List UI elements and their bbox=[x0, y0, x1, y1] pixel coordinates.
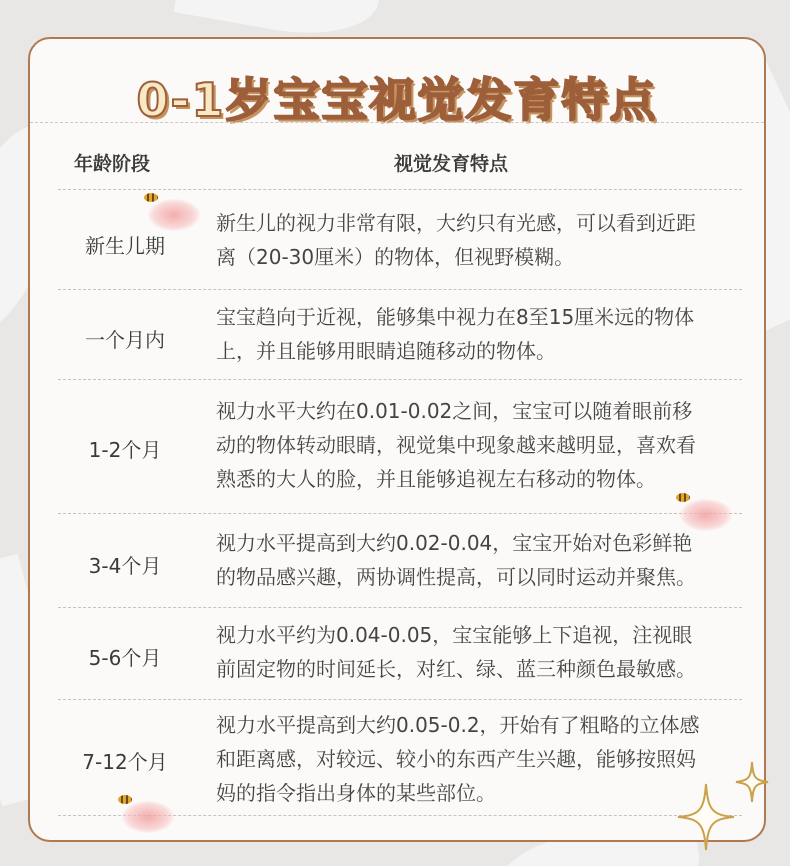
description-line: 前固定物的时间延长，对红、绿、蓝三种颜色最敏感。 bbox=[216, 657, 696, 681]
table-row bbox=[58, 607, 742, 699]
row-age: 新生儿期 bbox=[85, 234, 165, 258]
row-description bbox=[216, 708, 756, 810]
row-description bbox=[216, 206, 756, 274]
row-age: 5-6个月 bbox=[88, 646, 162, 670]
row-description bbox=[216, 394, 756, 496]
description-line: 和距离感，对较远、较小的东西产生兴趣，能够按照妈 bbox=[216, 747, 696, 771]
divider bbox=[30, 122, 764, 123]
info-card bbox=[28, 37, 766, 842]
description-line: 妈的指令指出身体的某些部位。 bbox=[216, 781, 496, 805]
row-age: 1-2个月 bbox=[88, 438, 162, 462]
description-line: 视力水平约为0.04-0.05，宝宝能够上下追视，注视眼 bbox=[216, 623, 693, 647]
sparkle-icon bbox=[676, 782, 736, 852]
description-line: 新生儿的视力非常有限，大约只有光感，可以看到近距 bbox=[216, 211, 696, 235]
table-row bbox=[58, 289, 742, 379]
sparkle-icon bbox=[734, 760, 770, 804]
description-line: 视力水平提高到大约0.05-0.2，开始有了粗略的立体感 bbox=[216, 713, 700, 737]
header-age: 年龄阶段 bbox=[74, 153, 151, 175]
row-description bbox=[216, 526, 756, 594]
bee-icon bbox=[144, 193, 158, 202]
description-line: 熟悉的大人的脸，并且能够追视左右移动的物体。 bbox=[216, 467, 656, 491]
description-line: 视力水平大约在0.01-0.02之间，宝宝可以随着眼前移 bbox=[216, 399, 693, 423]
description-line: 的物品感兴趣，两协调性提高，可以同时运动并聚焦。 bbox=[216, 565, 696, 589]
page-title: 0-1岁宝宝视觉发育特点 bbox=[136, 73, 658, 127]
description-line: 离（20-30厘米）的物体，但视野模糊。 bbox=[216, 245, 575, 269]
row-age: 3-4个月 bbox=[88, 554, 162, 578]
description-line: 上，并且能够用眼睛追随移动的物体。 bbox=[216, 339, 556, 363]
bee-stamp-icon bbox=[122, 801, 174, 833]
bee-stamp-icon bbox=[680, 499, 732, 531]
description-line: 宝宝趋向于近视，能够集中视力在8至15厘米远的物体 bbox=[216, 305, 695, 329]
table-row bbox=[58, 699, 742, 815]
header-features: 视觉发育特点 bbox=[394, 153, 509, 175]
table-header bbox=[30, 135, 764, 189]
table-row bbox=[58, 379, 742, 513]
title-banner bbox=[30, 65, 764, 135]
description-line: 视力水平提高到大约0.02-0.04，宝宝开始对色彩鲜艳 bbox=[216, 531, 693, 555]
bee-icon bbox=[676, 493, 690, 502]
row-age: 7-12个月 bbox=[82, 750, 168, 774]
bee-icon bbox=[118, 795, 132, 804]
row-age: 一个月内 bbox=[85, 328, 165, 352]
bee-stamp-icon bbox=[148, 199, 200, 231]
row-description bbox=[216, 300, 756, 368]
row-description bbox=[216, 618, 756, 686]
table-row bbox=[58, 513, 742, 607]
description-line: 动的物体转动眼睛，视觉集中现象越来越明显，喜欢看 bbox=[216, 433, 696, 457]
